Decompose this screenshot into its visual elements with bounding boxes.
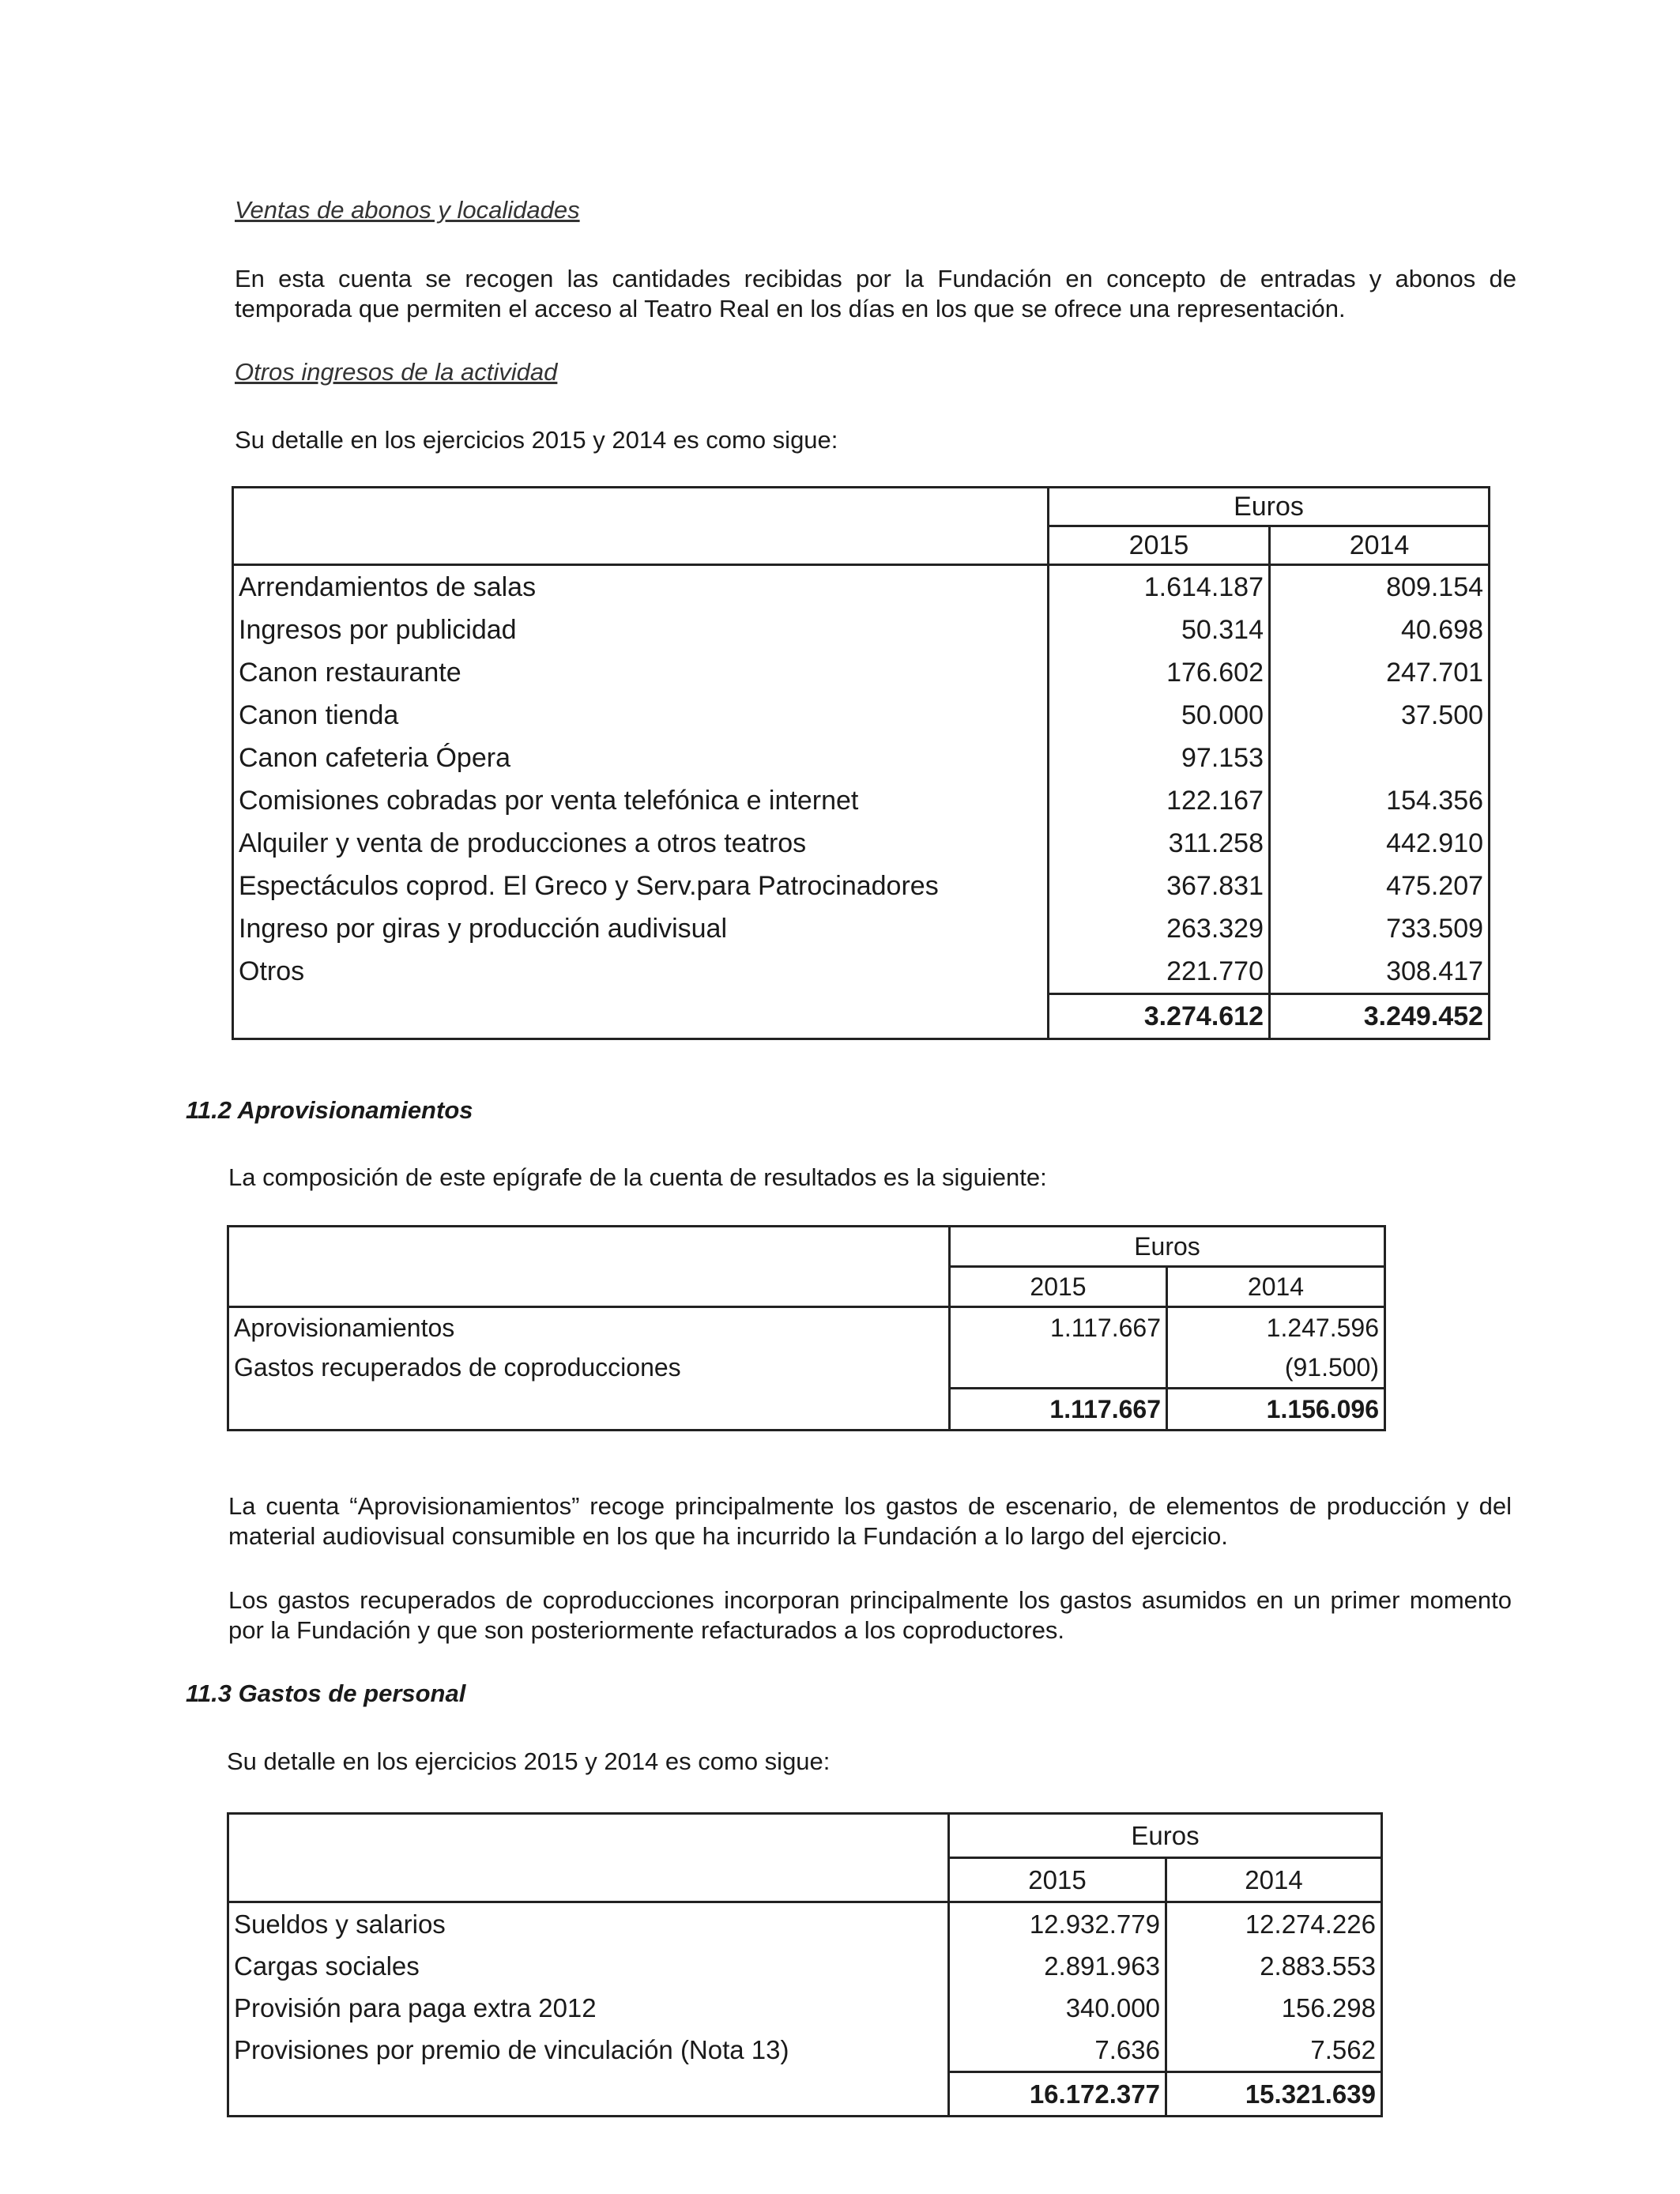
header-2014: 2014 [1166, 1858, 1382, 1902]
row-value-2014: 733.509 [1386, 913, 1484, 944]
header-2015: 2015 [950, 1267, 1167, 1307]
row-label: Provisiones por premio de vinculación (Nota 13) [228, 2029, 949, 2072]
table-row [233, 779, 1490, 822]
section-title-aprovisionamientos: 11.2 Aprovisionamientos [186, 1096, 473, 1124]
table-row [228, 1945, 1382, 1987]
row-value-2015: 311.258 [1049, 822, 1270, 865]
row-value-2015: 50.000 [1049, 694, 1270, 737]
row-value-2014: 247.701 [1386, 657, 1484, 688]
table-row [233, 694, 1490, 737]
table-row [228, 1902, 1382, 1946]
header-euros: Euros [1049, 488, 1490, 526]
table-aprovisionamientos [227, 1225, 1386, 1431]
row-label: Ingresos por publicidad [233, 609, 1049, 651]
paragraph-aprovisionamientos-1: La cuenta “Aprovisionamientos” recoge principalmente los gastos de escenario, de elementos de producción y del material audiovisual consumible en los que ha incurrido la Fundación a lo largo del ejercicio. [228, 1492, 1512, 1550]
row-label: Canon restaurante [233, 651, 1049, 694]
table-header-row [233, 488, 1490, 526]
row-value-2015: 176.602 [1049, 651, 1270, 694]
row-label: Sueldos y salarios [228, 1902, 949, 1946]
table-gastos-personal [227, 1812, 1383, 2117]
header-euros: Euros [950, 1227, 1385, 1267]
table-row [233, 651, 1490, 694]
total-2015: 16.172.377 [949, 2072, 1166, 2117]
intro-gastos-personal: Su detalle en los ejercicios 2015 y 2014 es como sigue: [227, 1747, 831, 1775]
subtitle-ventas: Ventas de abonos y localidades [235, 196, 580, 224]
row-value-2015: 221.770 [1049, 950, 1270, 994]
header-2015: 2015 [949, 1858, 1166, 1902]
row-value-2015: 367.831 [1049, 865, 1270, 907]
total-2014: 1.156.096 [1167, 1389, 1385, 1431]
table-header-row [228, 1814, 1382, 1858]
row-label: Provisión para paga extra 2012 [228, 1987, 949, 2029]
table-row [233, 822, 1490, 865]
table-row [233, 907, 1490, 950]
header-2014: 2014 [1167, 1267, 1385, 1307]
table-otros-ingresos [232, 486, 1490, 1040]
total-2015: 1.117.667 [950, 1389, 1167, 1431]
row-value-2014: 12.274.226 [1245, 1909, 1376, 1939]
table-total-row [233, 994, 1490, 1039]
intro-otros-ingresos: Su detalle en los ejercicios 2015 y 2014 es como sigue: [235, 426, 838, 454]
row-label: Ingreso por giras y producción audivisual [233, 907, 1049, 950]
row-value-2014: 1.247.596 [1266, 1313, 1379, 1342]
row-value-2014 [1270, 737, 1490, 779]
table-header-row [228, 1227, 1385, 1267]
total-2015: 3.274.612 [1049, 994, 1270, 1039]
header-2015: 2015 [1049, 526, 1270, 565]
row-label: Arrendamientos de salas [233, 565, 1049, 609]
table-total-row [228, 2072, 1382, 2117]
table-row [233, 737, 1490, 779]
row-value-2015: 340.000 [949, 1987, 1166, 2029]
table-row [228, 1987, 1382, 2029]
table-row [228, 1348, 1385, 1389]
row-value-2015: 12.932.779 [949, 1902, 1166, 1946]
total-2014: 3.249.452 [1270, 994, 1490, 1039]
row-value-2014: (91.500) [1284, 1352, 1379, 1382]
row-value-2015: 122.167 [1049, 779, 1270, 822]
row-value-2014: 7.562 [1310, 2034, 1376, 2064]
table-row [228, 1307, 1385, 1348]
total-2014: 15.321.639 [1166, 2072, 1382, 2117]
table-row [233, 565, 1490, 609]
paragraph-ventas: En esta cuenta se recogen las cantidades recibidas por la Fundación en concepto de entradas y abonos de temporada que permiten el acceso al Teatro Real en los días en los que se ofrece una representación. [235, 265, 1516, 322]
row-value-2014: 475.207 [1386, 870, 1484, 901]
row-value-2014: 40.698 [1401, 614, 1484, 645]
row-value-2015: 263.329 [1049, 907, 1270, 950]
table-header-row [228, 1858, 1382, 1902]
row-label: Otros [233, 950, 1049, 994]
row-value-2015: 50.314 [1049, 609, 1270, 651]
table-row [233, 865, 1490, 907]
table-row [233, 609, 1490, 651]
intro-aprovisionamientos: La composición de este epígrafe de la cuenta de resultados es la siguiente: [228, 1163, 1047, 1191]
row-label: Aprovisionamientos [228, 1307, 950, 1348]
row-label: Gastos recuperados de coproducciones [228, 1348, 950, 1389]
header-2014: 2014 [1270, 526, 1490, 565]
row-value-2015: 97.153 [1049, 737, 1270, 779]
row-value-2014: 442.910 [1386, 827, 1484, 858]
table-total-row [228, 1389, 1385, 1431]
paragraph-aprovisionamientos-2: Los gastos recuperados de coproducciones incorporan principalmente los gastos asumidos en un primer momento por la Fundación y que son posteriormente refacturados a los coproductores. [228, 1586, 1512, 1644]
row-value-2015: 7.636 [949, 2029, 1166, 2072]
section-title-gastos-personal: 11.3 Gastos de personal [186, 1679, 466, 1707]
row-value-2014: 809.154 [1386, 571, 1484, 602]
row-label: Comisiones cobradas por venta telefónica e internet [233, 779, 1049, 822]
row-label: Espectáculos coprod. El Greco y Serv.para Patrocinadores [233, 865, 1049, 907]
row-value-2014: 308.417 [1386, 956, 1484, 986]
row-value-2014: 154.356 [1386, 785, 1484, 816]
row-value-2015 [950, 1348, 1167, 1389]
row-value-2014: 2.883.553 [1260, 1951, 1376, 1981]
table-header-row [228, 1267, 1385, 1307]
row-value-2014: 156.298 [1281, 1992, 1376, 2022]
row-label: Alquiler y venta de producciones a otros teatros [233, 822, 1049, 865]
table-header-row [233, 526, 1490, 565]
row-label: Canon cafeteria Ópera [233, 737, 1049, 779]
row-value-2015: 1.117.667 [950, 1307, 1167, 1348]
header-euros: Euros [949, 1814, 1382, 1858]
row-value-2014: 37.500 [1401, 699, 1484, 730]
row-value-2015: 1.614.187 [1049, 565, 1270, 609]
table-row [228, 2029, 1382, 2072]
subtitle-otros-ingresos: Otros ingresos de la actividad [235, 358, 558, 386]
row-label: Canon tienda [233, 694, 1049, 737]
row-value-2015: 2.891.963 [949, 1945, 1166, 1987]
row-label: Cargas sociales [228, 1945, 949, 1987]
table-row [233, 950, 1490, 994]
